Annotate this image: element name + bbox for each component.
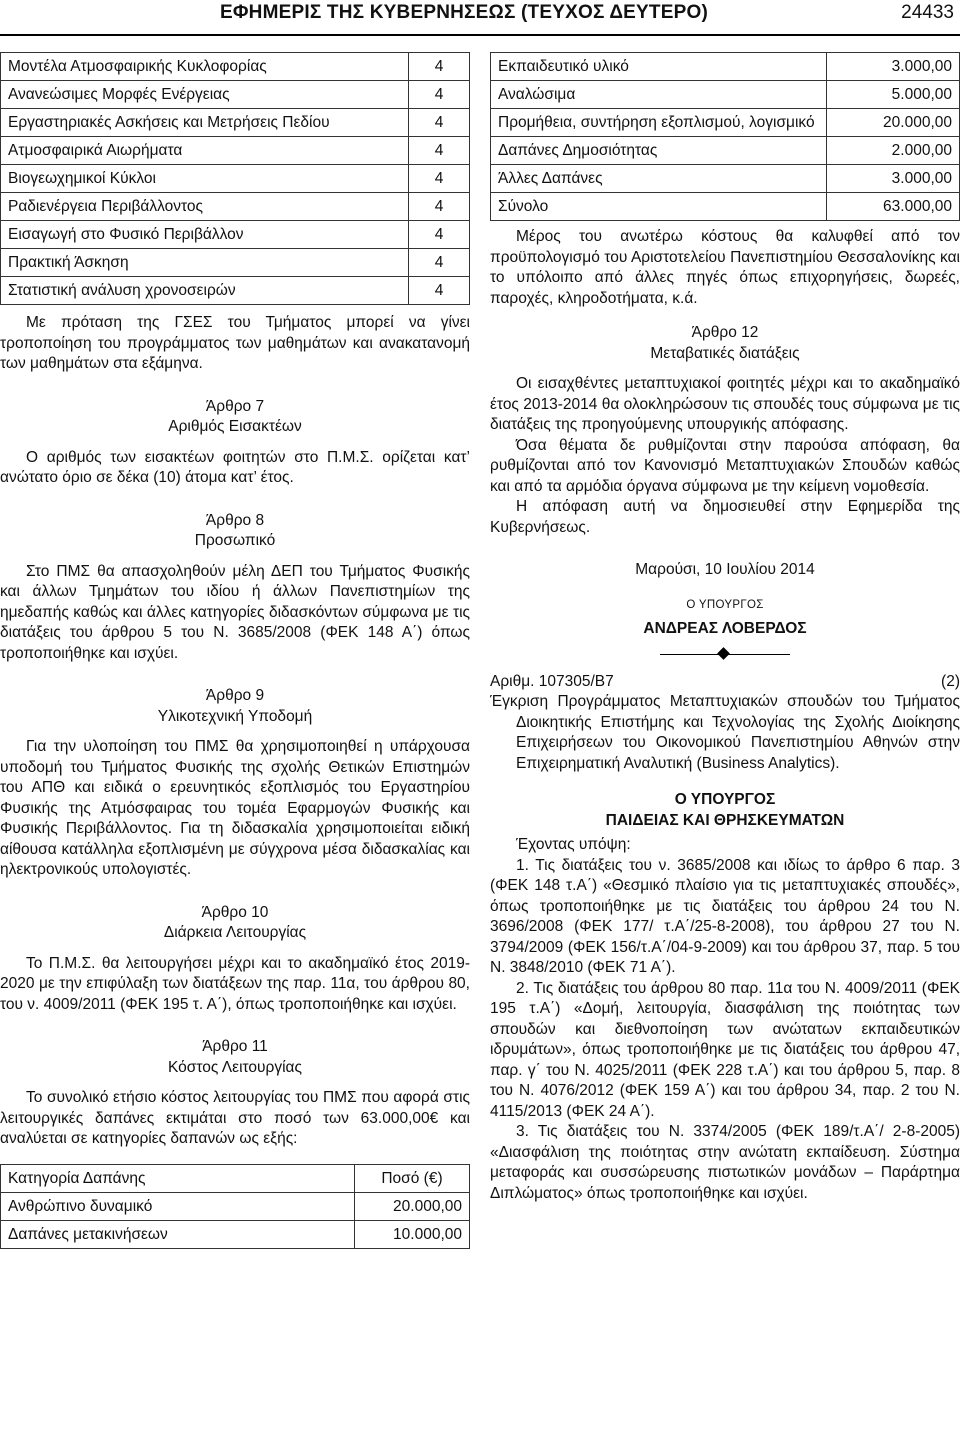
cost-row	[491, 109, 960, 137]
courses-table	[0, 52, 470, 305]
course-ects: 4	[409, 81, 470, 109]
issuer-line-2: ΠΑΙΔΕΙΑΣ ΚΑΙ ΘΡΗΣΚΕΥΜΑΤΩΝ	[605, 811, 845, 829]
article-12-p1: Οι εισαχθέντες μεταπτυχιακοί φοιτητές μέχρι και το ακαδημαϊκό έτος 2013-2014 θα ολοκληρώσουν τις σπουδές τους σύμφωνα με τις διατάξεις της προηγούμενης υπουργικής απόφασης.	[490, 375, 960, 433]
header-rule	[0, 34, 960, 36]
article-9-text: Για την υλοποίηση του ΠΜΣ θα χρησιμοποιηθεί η υπάρχουσα υποδομή του Τμήματος Φυσικής της σχολής Θετικών Επιστημών του ΑΠΘ και ειδικά ο ερευνητικός εξοπλισμός του Εργαστηρίου Φυσικής της Ατμόσφαιρας του τομέα Εφαρμογών Φυσικής και Φυσικής Περιβάλλοντος. Για τη διδασκαλία χρησιμοποιείται ειδική αίθουσα κατάλληλα εξοπλισμένη με σύγχρονα μέσα διδασκαλίας και ηλεκτρονικούς υπολογιστές.	[0, 738, 470, 878]
place-date: Μαρούσι, 10 Ιουλίου 2014	[635, 561, 815, 578]
article-9-subtitle: Υλικοτεχνική Υποδομή	[157, 707, 313, 725]
course-row	[1, 249, 470, 277]
article-9-title: Άρθρο 9	[205, 687, 265, 704]
cost-header-amount: Ποσό (€)	[355, 1164, 470, 1192]
article-11-title: Άρθρο 11	[202, 1038, 268, 1055]
cost-category: Προμήθεια, συντήρηση εξοπλισμού, λογισμικό	[491, 109, 827, 137]
article-11-text: Το συνολικό ετήσιο κόστος λειτουργίας του ΠΜΣ που αφορά στις λειτουργικές δαπάνες εκτιμάται στο ποσό των 63.000,00€ και αναλύεται σε κατηγορίες δαπανών ως εξής:	[0, 1089, 470, 1147]
course-row	[1, 137, 470, 165]
cost-amount: 10.000,00	[355, 1220, 470, 1248]
course-ects: 4	[409, 277, 470, 305]
decision-reference	[490, 672, 960, 693]
course-name: Στατιστική ανάλυση χρονοσειρών	[1, 277, 409, 305]
cost-row	[491, 81, 960, 109]
diamond-separator	[490, 646, 960, 664]
cost-row	[1, 1192, 470, 1220]
cost-table-right	[490, 52, 960, 221]
issuer-line-1: Ο ΥΠΟΥΡΓΟΣ	[674, 791, 776, 808]
article-8-subtitle: Προσωπικό	[194, 532, 276, 549]
cost-row	[1, 1220, 470, 1248]
course-name: Ατμοσφαιρικά Αιωρήματα	[1, 137, 409, 165]
cost-row	[491, 165, 960, 193]
article-12-title: Άρθρο 12	[691, 324, 759, 341]
cost-category: Ανθρώπινο δυναμικό	[1, 1192, 355, 1220]
page-header	[0, 0, 960, 36]
course-name: Εργαστηριακές Ασκήσεις και Μετρήσεις Πεδίου	[1, 109, 409, 137]
diamond-icon	[717, 647, 730, 660]
course-ects: 4	[409, 53, 470, 81]
minister-role: Ο ΥΠΟΥΡΓΟΣ	[686, 598, 764, 611]
article-10-title: Άρθρο 10	[201, 903, 269, 921]
course-row	[1, 109, 470, 137]
cost-category: Αναλώσιμα	[491, 81, 827, 109]
cost-row	[491, 193, 960, 221]
course-ects: 4	[409, 137, 470, 165]
cost-table-left	[0, 1164, 470, 1249]
course-row	[1, 193, 470, 221]
course-row	[1, 221, 470, 249]
article-8-title: Άρθρο 8	[205, 511, 265, 529]
considerant-item-3: 3. Τις διατάξεις του Ν. 3374/2005 (ΦΕΚ 189/τ.Α΄/ 2-8-2005) «Διασφάλιση της ποιότητας στην ανώτατη εκπαίδευση. Σύστημα μεταφοράς και συσσώρευσης πιστωτικών μονάδων – Παράρτημα Διπλώματος» όπως τροποποιήθηκε και ισχύει.	[490, 1123, 960, 1202]
cost-category: Σύνολο	[491, 193, 827, 221]
course-name: Πρακτική Άσκηση	[1, 249, 409, 277]
cost-amount: 63.000,00	[827, 193, 960, 221]
course-row	[1, 277, 470, 305]
course-ects: 4	[409, 221, 470, 249]
cost-amount: 20.000,00	[355, 1192, 470, 1220]
course-name: Εισαγωγή στο Φυσικό Περιβάλλον	[1, 221, 409, 249]
course-ects: 4	[409, 165, 470, 193]
course-name: Ανανεώσιμες Μορφές Ενέργειας	[1, 81, 409, 109]
cost-amount: 20.000,00	[827, 109, 960, 137]
cost-row	[491, 53, 960, 81]
having-regard: Έχοντας υπόψη:	[516, 836, 631, 853]
article-10-subtitle: Διάρκεια Λειτουργίας	[163, 924, 307, 941]
reference-index: (2)	[941, 672, 960, 690]
article-10-text: Το Π.Μ.Σ. θα λειτουργήσει μέχρι και το ακαδημαϊκό έτος 2019-2020 με την επιφύλαξη των διατάξεων της παρ. 11α, του άρθρου 80, του ν. 4009/2011 (ΦΕΚ 195 τ. Α΄), όπως τροποποιήθηκε και ισχύει.	[0, 954, 470, 1013]
course-ects: 4	[409, 249, 470, 277]
cost-category: Άλλες Δαπάνες	[491, 165, 827, 193]
cost-category: Εκπαιδευτικό υλικό	[491, 53, 827, 81]
article-7-text: Ο αριθμός των εισακτέων φοιτητών στο Π.Μ.Σ. ορίζεται κατ’ ανώτατο όριο σε δέκα (10) άτομα κατ’ έτος.	[0, 448, 470, 486]
left-column	[0, 52, 470, 1249]
funding-paragraph: Μέρος του ανωτέρω κόστους θα καλυφθεί από τον προϋπολογισμό του Αριστοτελείου Πανεπιστημίου Θεσσαλονίκης και το υπόλοιπο από άλλες πηγές όπως επιχορηγήσεις, δωρεές, παροχές, κληροδοτήματα, κ.ά.	[490, 228, 960, 307]
article-12-p3: Η απόφαση αυτή να δημοσιευθεί στην Εφημερίδα της Κυβερνήσεως.	[490, 498, 960, 536]
considerant-item-1: 1. Τις διατάξεις του ν. 3685/2008 και ιδίως το άρθρο 6 παρ. 3 (ΦΕΚ 148 τ.Α΄) «Θεσμικό πλαίσιο για τις μεταπτυχιακές σπουδές», όπως τροποποιήθηκε με τις διατάξεις του άρθρου 24 του Ν. 3696/2008 (ΦΕΚ 177/ τ.Α΄/25-8-2008), του άρθρου 27 του Ν. 3794/2009 (ΦΕΚ 156/τ.Α΄/04-9-2009) και του άρθρου 37, παρ. 5 του Ν. 3848/2010 (ΦΕΚ 71 Α΄).	[490, 856, 960, 976]
paragraph-program-change: Με πρόταση της ΓΣΕΣ του Τμήματος μπορεί να γίνει τροποποίηση του προγράμματος των μαθημάτων και ανακατανομή των μαθημάτων στα εξάμηνα.	[0, 314, 470, 372]
page-number: 24433	[901, 2, 954, 23]
course-row	[1, 165, 470, 193]
article-7-subtitle: Αριθμός Εισακτέων	[168, 418, 302, 435]
article-8-text: Στο ΠΜΣ θα απασχοληθούν μέλη ΔΕΠ του Τμήματος Φυσικής και άλλων Τμημάτων του ιδίου ή άλλων Πανεπιστημίων της ημεδαπής καθώς και άλλες κατηγορίες διδασκόντων σύμφωνα με τις διατάξεις του άρθρου 5 του Ν. 3685/2008 (ΦΕΚ 148 Α΄) όπως τροποποιήθηκε και ισχύει.	[0, 562, 470, 662]
course-row	[1, 81, 470, 109]
article-12-subtitle: Μεταβατικές διατάξεις	[650, 344, 800, 362]
article-11-subtitle: Κόστος Λειτουργίας	[168, 1058, 302, 1076]
cost-row	[491, 137, 960, 165]
cost-category: Δαπάνες Δημοσιότητας	[491, 137, 827, 165]
article-12-p2: Όσα θέματα δε ρυθμίζονται στην παρούσα απόφαση, θα ρυθμίζονται από τον Κανονισμό Μεταπτυχιακών Σπουδών καθώς και από τα αρμόδια όργανα σύμφωνα με την κείμενη νομοθεσία.	[490, 436, 960, 495]
cost-amount: 2.000,00	[827, 137, 960, 165]
course-name: Βιογεωχημικοί Κύκλοι	[1, 165, 409, 193]
cost-category: Δαπάνες μετακινήσεων	[1, 1220, 355, 1248]
minister-name: ΑΝΔΡΕΑΣ ΛΟΒΕΡΔΟΣ	[643, 620, 807, 637]
cost-amount: 3.000,00	[827, 53, 960, 81]
cost-header-category: Κατηγορία Δαπάνης	[1, 1164, 355, 1192]
cost-table-header-row	[1, 1164, 470, 1192]
decision-title: Έγκριση Προγράμματος Μεταπτυχιακών σπουδών του Τμήματος Διοικητικής Επιστήμης και Τεχνολογίας της Σχολής Διοίκησης Επιχειρήσεων του Οικονομικού Πανεπιστημίου Αθηνών στην Επιχειρηματική Αναλυτική (Business Analytics).	[490, 693, 960, 772]
reference-number: Αριθμ. 107305/Β7	[490, 672, 614, 690]
cost-amount: 5.000,00	[827, 81, 960, 109]
considerant-item-2: 2. Τις διατάξεις του άρθρου 80 παρ. 11α του Ν. 4009/2011 (ΦΕΚ 195 τ.Α΄) «Δομή, λειτουργία, διασφάλιση της ποιότητας των σπουδών και διεθνοποίηση των ανώτατων εκπαιδευτικών ιδρυμάτων», όπως τροποποιήθηκε με τις διατάξεις του άρθρου 47, παρ. γ΄ του Ν. 4025/2011 (ΦΕΚ 228 τ.Α΄) και του άρθρου 5, παρ. 8 του Ν. 4076/2012 (ΦΕΚ 159 Α΄) και του άρθρου 34, παρ. 2 του Ν. 4115/2013 (ΦΕΚ 24 Α΄).	[490, 979, 960, 1120]
article-7-title: Άρθρο 7	[205, 397, 265, 415]
course-row	[1, 53, 470, 81]
course-ects: 4	[409, 109, 470, 137]
course-name: Μοντέλα Ατμοσφαιρικής Κυκλοφορίας	[1, 53, 409, 81]
course-name: Ραδιενέργεια Περιβάλλοντος	[1, 193, 409, 221]
right-column	[490, 52, 960, 1204]
course-ects: 4	[409, 193, 470, 221]
gazette-title: ΕΦΗΜΕΡΙΣ ΤΗΣ ΚΥΒΕΡΝΗΣΕΩΣ (ΤΕΥΧΟΣ ΔΕΥΤΕΡΟ)	[220, 2, 708, 23]
cost-amount: 3.000,00	[827, 165, 960, 193]
